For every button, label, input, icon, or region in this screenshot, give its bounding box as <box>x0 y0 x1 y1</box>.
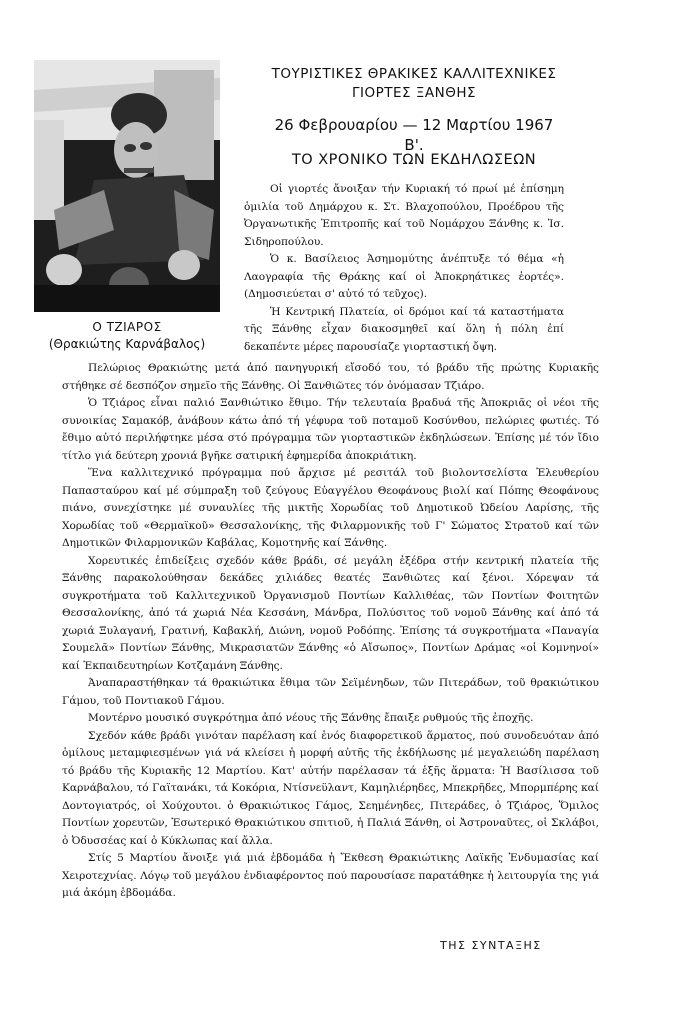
signature: ΤΗΣ ΣΥΝΤΑΞΗΣ <box>440 939 542 952</box>
paragraph: Στίς 5 Μαρτίου ἄνοιξε γιά μιά ἑβδομάδα ἡ Ἔκθεση Θρακιώτικης Λαϊκῆς Ἐνδυμασίας καί Χειροτεχνίας. Λόγῳ τοῦ μεγάλου ἐνδιαφέροντος πού παρουσίασε παρατάθηκε ἡ λειτουργία της γιά μιά ἀκόμη ἑβδομάδα. <box>62 852 599 899</box>
paragraph: Ὁ Τζιάρος εἶναι παλιό Ξανθιώτικο ἔθιμο. Τήν τελευταία βραδυά τῆς Ἀποκριᾶς οἱ νέοι τῆς συνοικίας Σαμακόβ, ἀνάβουν κάτω ἀπό τή γέφυρα τοῦ ποταμοῦ Κοσύνθου, πελώριες φωτιές. Τό ἔθιμο αὐτό περιλήφτηκε μέσα στό πρόγραμμα τῶν γιορταστικῶν ἐκδηλώσεων. Ἐπίσης μέ τόν ἴδιο τίτλο γιά δεύτερη χρονιά βγῆκε σατιρική ἐφημερίδα ἀποκριάτικη. <box>62 397 599 462</box>
photo-caption-title: Ο ΤΖΙΑΡΟΣ <box>92 320 162 334</box>
right-column-text <box>244 181 564 356</box>
section-subtitle: ΤΟ ΧΡΟΝΙΚΟ ΤΩΝ ΕΚΔΗΛΩΣΕΩΝ <box>291 152 537 168</box>
paragraph: Ἀναπαραστήθηκαν τά θρακιώτικα ἔθιμα τῶν Σεϊμένηδων, τῶν Πιτεράδων, τοῦ θρακιώτικου Γάμου, τοῦ Ποντιακοῦ Γάμου. <box>62 677 599 707</box>
paragraph: Ὁ κ. Βασίλειος Ἀσημομύτης ἀνέπτυξε τό θέμα «ἡ Λαογραφία τῆς Θράκης καί οἱ Ἀποκρηάτικες ἑορτές». (Δημοσιεύεται σ' αὐτό τό τεῦχος). <box>244 253 564 300</box>
page-title: ΤΟΥΡΙΣΤΙΚΕΣ ΘΡΑΚΙΚΕΣ ΚΑΛΛΙΤΕΧΝΙΚΕΣ <box>271 66 557 82</box>
paragraph: Ἕνα καλλιτεχνικό πρόγραμμα πού ἄρχισε μέ ρεσιτάλ τοῦ βιολοντσελίστα Ἐλευθερίου Παπασταύρου καί μέ σύμπραξη τοῦ ζεύγους Εὐαγγέλου Θεοφάνους βιολί καί Πόπης Θεοφάνους πιάνο, συνεχίστηκε μέ συναυλίες τῆς μικτῆς Χορωδίας τοῦ Δημοτικοῦ Ὠδείου Λαρίσης, τῆς Χορωδίας τοῦ «Θερμαϊκοῦ» Θεσσαλονίκης, τῆς Φιλαρμονικῆς τοῦ Γ' Σώματος Στρατοῦ καί τῶν Δημοτικῶν Φιλαρμονικῶν Καβάλας, Κομοτηνῆς καί Ξάνθης. <box>62 467 599 549</box>
paragraph: Πελώριος Θρακιώτης μετά ἀπό πανηγυρική εἴσοδό του, τό βράδυ τῆς πρώτης Κυριακῆς στήθηκε σέ δεσπόζον σημεῖο τῆς Ξάνθης. Οἱ Ξανθιῶτες τόν ὀνόμασαν Τζιάρο. <box>62 362 599 392</box>
paragraph: Μοντέρνο μουσικό συγκρότημα ἀπό νέους τῆς Ξάνθης ἔπαιξε ρυθμούς τῆς ἐποχῆς. <box>88 712 534 724</box>
paragraph: Σχεδόν κάθε βράδι γινόταν παρέλαση καί ἑνός διαφορετικοῦ ἅρματος, πού συνοδευόταν ἀπό ὁμίλους μεταμφιεσμένων γιά νά κλείσει ἡ μορφή αὐτῆς τῆς ἐκδήλωσης μέ μεγαλειώδη παρέλαση τό βράδυ τῆς Κυριακῆς 12 Μαρτίου. Κατ' αὐτήν παρέλασαν τά ἑξῆς ἅρματα: Ἡ Βασίλισσα τοῦ Καρνάβαλου, τό Γαϊτανάκι, τά Κοκόρια, Ντίσνεϋλαντ, Καμηλιέρηδες, Μπεκρῆδες, Μπορμπέρης καί Δοντογιατρός, οἱ Χούχουτοι. ὁ Θρακιώτικος Γάμος, Σεημένηδες, Πιτεράδες, ὁ Τζιάρος, Ὅμιλος Ποντίων χορευτῶν, Ἐσωτερικό Θρακιώτικου σπιτιοῦ, ἡ Παλιά Ξάνθη, οἱ Ἀστροναῦτες, οἱ Σκλάβοι, ὁ Ὀδυσσέας καί ὁ Κύκλωπας καί ἄλλα. <box>62 729 599 847</box>
body-text <box>62 360 599 903</box>
photo-caption-subtitle: (Θρακιώτης Καρνάβαλος) <box>48 337 206 351</box>
event-dates: 26 Φεβρουαρίου — 12 Μαρτίου 1967 <box>274 116 554 134</box>
paragraph: Οἱ γιορτές ἄνοιξαν τήν Κυριακή τό πρωί μέ ἐπίσημη ὁμιλία τοῦ Δημάρχου κ. Στ. Βλαχοπούλου, Προέδρου τῆς Ὀργανωτικῆς Ἐπιτροπῆς καί τοῦ Νομάρχου Ξάνθης κ. Ἰσ. Σιδηροπούλου. <box>244 183 564 248</box>
paragraph: Χορευτικές ἐπιδείξεις σχεδόν κάθε βράδι, σέ μεγάλη ἐξέδρα στήν κεντρική πλατεία τῆς Ξάνθης παρακολούθησαν δεκάδες χιλιάδες θεατές Ξανθιῶτες καί ξένοι. Χόρεψαν τά συγκροτήματα τοῦ Καλλιτεχνικοῦ Ὀργανισμοῦ Ποντίων Καλλιθέας, τῶν Ποντίων Φοιτητῶν Θεσσαλονίκης, ἀπό τά χωριά Νέα Κεσσάνη, Μάνδρα, Πολύσιτος τοῦ νομοῦ Ξάνθης καί ἀπό τά χωριά Ξυλαγανή, Γρατινή, Καβακλή, Διώνη, νομοῦ Ροδόπης. Ἐπίσης τά συγκροτήματα «Παναγία Σουμελᾶ» Ποντίων Ξάνθης, Μικρασιατῶν Ξάνθης «ὁ Αἴσωπος», Ποντίων Δράμας «οἱ Κομνηνοί» καί Ἐκπαιδευτηρίων Κοτζαμάνη Ξάνθης. <box>62 554 599 672</box>
carnival-photo <box>34 60 220 312</box>
paragraph: Ἡ Κεντρική Πλατεία, οἱ δρόμοι καί τά καταστήματα τῆς Ξάνθης εἶχαν διακοσμηθεῖ καί ὅλη ἡ πόλη ἐπί δεκαπέντε μέρες παρουσίαζε γιορταστική ὄψη. <box>244 305 564 353</box>
part-number: Β'. <box>404 136 424 154</box>
page-title-line2: ΓΙΟΡΤΕΣ ΞΑΝΘΗΣ <box>351 85 477 101</box>
